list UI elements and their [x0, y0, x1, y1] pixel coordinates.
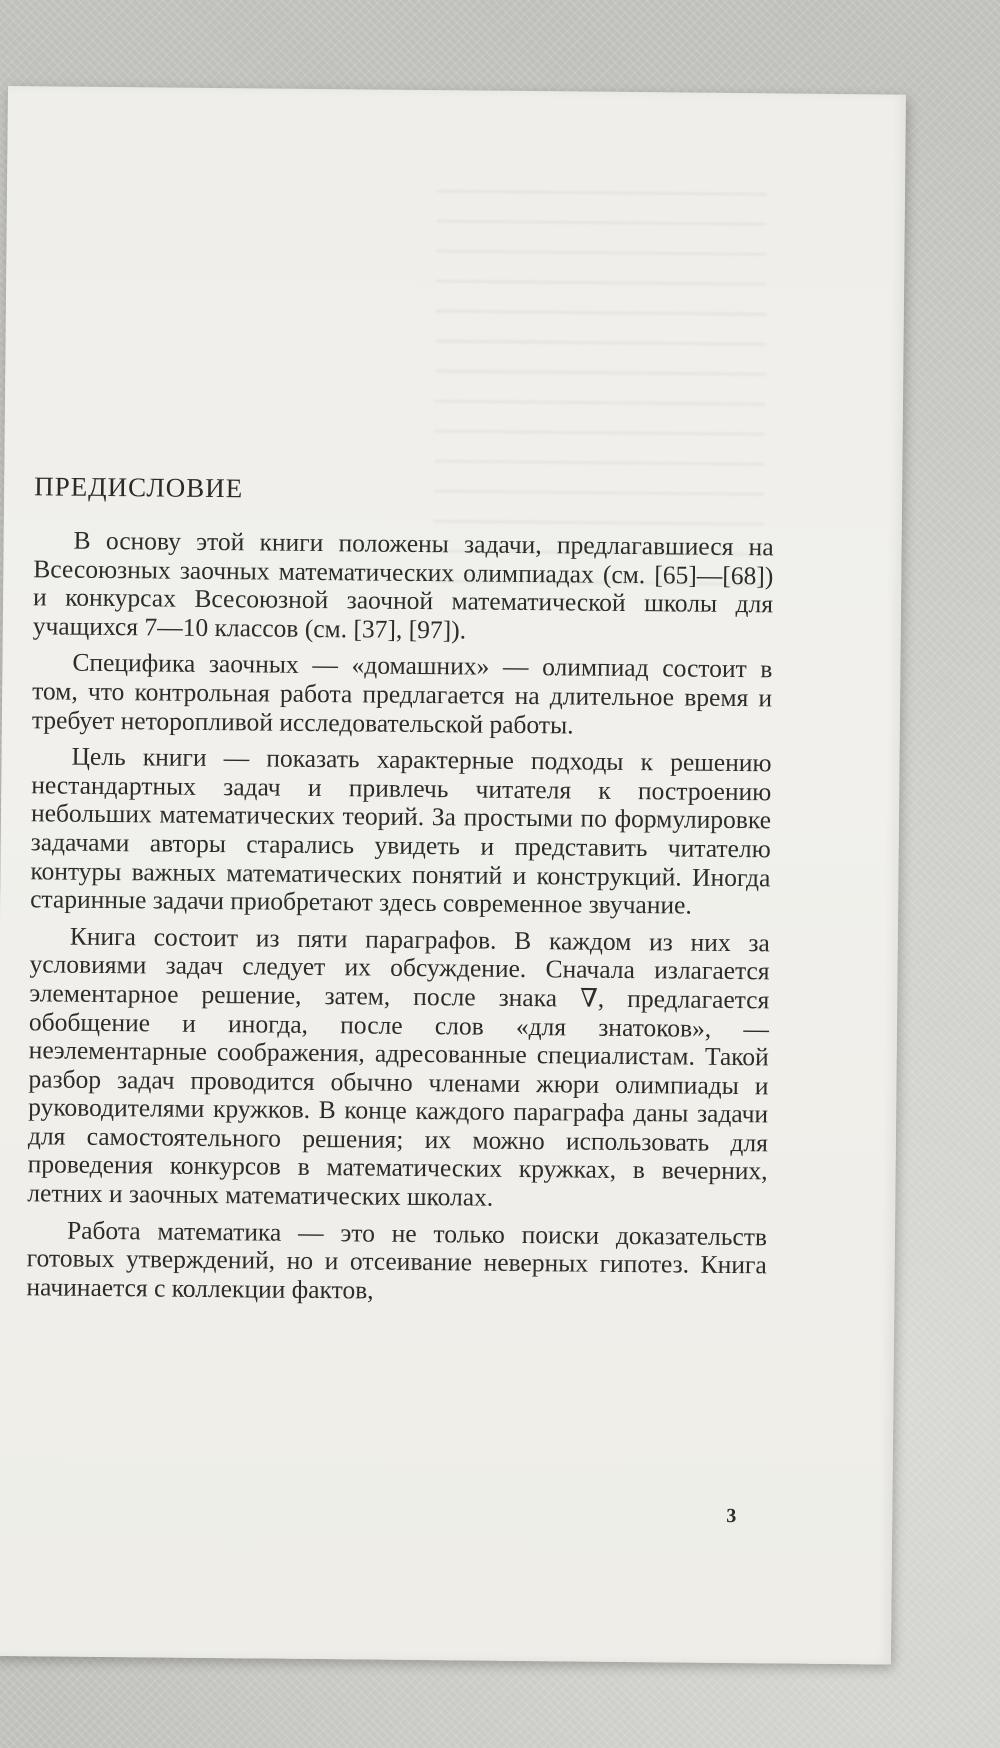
- section-heading: ПРЕДИСЛОВИЕ: [34, 471, 244, 504]
- paragraph-5: Работа математика — это не только поиски доказательств готовых утверждений, но и отсеивание неверных гипотез. Книга начинается с коллекции фактов,: [26, 1215, 768, 1305]
- paragraph-2: Специфика заочных — «домашних» — олимпиад состоит в том, что контрольная работа предлагается на длительное время и требует неторопливой исследовательской работы.: [31, 648, 773, 740]
- book-page: [0, 86, 906, 1665]
- paragraph-3: Цель книги — показать характерные подходы к решению нестандартных задач и привлечь читателя к построению небольших математических теорий. За простыми по формулировке задачами авторы старались увидеть и представить читателю контуры важных математических понятий и конструкций. Иногда старинные задачи приобретают здесь современное звучание.: [30, 741, 772, 920]
- paragraph-4: Книга состоит из пяти параграфов. В каждом из них за условиями задач следует их обсуждение. Сначала излагается элементарное решение, затем, после знака ∇, предлагается обобщение и иногда, после слов «для знатоков», — неэлементарные соображения, адресованные специалистам. Такой разбор задач проводится обычно членами жюри олимпиады и руководителями кружков. В конце каждого параграфа даны задачи для самостоятельного решения; их можно использовать для проведения конкурсов в математических кружках, в вечерних, летних и заочных математических школах.: [27, 921, 770, 1212]
- page-number: 3: [726, 1504, 737, 1528]
- preface-body: [26, 526, 773, 1317]
- paragraph-1: В основу этой книги положены задачи, предлагавшиеся на Всесоюзных заочных математических олимпиадах (см. [65]—[68]) и конкурсах Всесоюзной заочной математической школы для учащихся 7—10 классов (см. [37], [97]).: [32, 525, 774, 645]
